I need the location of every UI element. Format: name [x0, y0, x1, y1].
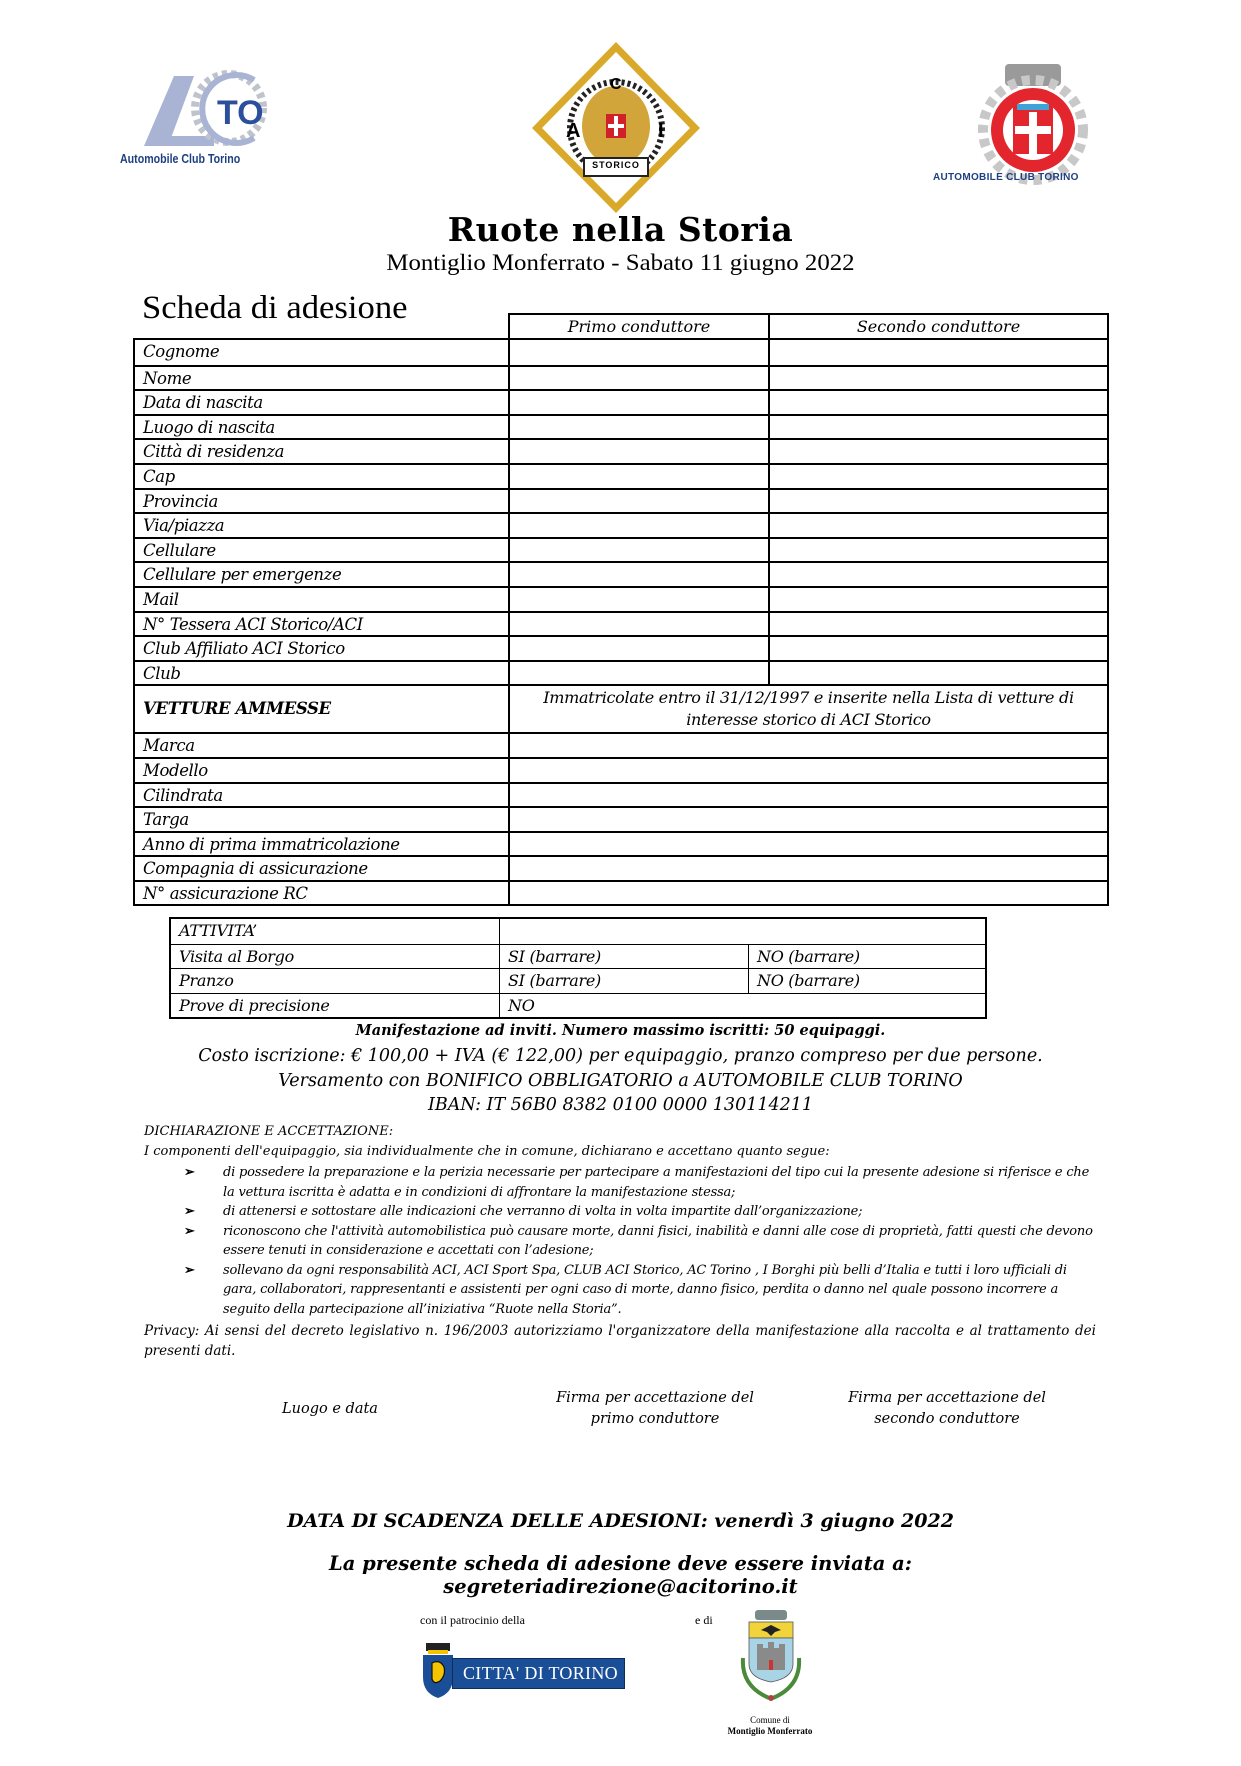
row-label: Data di nascita — [135, 391, 510, 414]
row-label: Cellulare — [135, 539, 510, 562]
row-label: Club — [135, 662, 510, 685]
declaration-item-text: di attenersi e sottostare alle indicazioni che verranno di volta in volta impartite dall’organizzazione; — [223, 1204, 863, 1219]
activity-label: Pranzo — [171, 969, 500, 993]
row-label: N° Tessera ACI Storico/ACI — [135, 613, 510, 636]
secondo-conduttore-field[interactable] — [770, 613, 1107, 636]
table-row — [135, 438, 1107, 463]
arrow-bullet-icon: ➢ — [184, 1204, 195, 1219]
column-primo-conduttore: Primo conduttore — [510, 315, 770, 338]
signature-label-line1: Firma per accettazione del — [848, 1390, 1046, 1406]
signature-label-line1: Firma per accettazione del — [556, 1390, 754, 1406]
primo-conduttore-field[interactable] — [510, 613, 770, 636]
primo-conduttore-field[interactable] — [510, 662, 770, 685]
primo-conduttore-field[interactable] — [510, 490, 770, 513]
table-row — [135, 611, 1107, 636]
row-label: Città di residenza — [135, 440, 510, 463]
aci-letter-a: A — [566, 120, 581, 142]
vehicles-eligibility-note: Immatricolate entro il 31/12/1997 e inserite nella Lista di vetture di interesse storico di ACI Storico — [543, 688, 1074, 730]
activity-table — [169, 917, 987, 1019]
primo-conduttore-field[interactable] — [510, 416, 770, 439]
table-row — [135, 732, 1107, 757]
secondo-conduttore-field[interactable] — [770, 465, 1107, 488]
citta-di-torino-logo — [420, 1641, 625, 1699]
patronage-label: con il patrocinio della — [420, 1613, 525, 1627]
primo-conduttore-field[interactable] — [510, 563, 770, 586]
arrow-bullet-icon: ➢ — [184, 1223, 195, 1239]
cost-line: Costo iscrizione: € 100,00 + IVA (€ 122,00) per equipaggio, pranzo compreso per due persone. — [198, 1046, 1043, 1066]
table-row — [135, 488, 1107, 513]
vehicle-field[interactable] — [510, 882, 1107, 905]
table-row — [135, 340, 1107, 365]
vehicle-field[interactable] — [510, 759, 1107, 782]
activity-header-blank — [500, 919, 985, 944]
contact-email-link[interactable]: segreteriadirezione@acitorino.it — [443, 1575, 798, 1598]
secondo-conduttore-field[interactable] — [770, 490, 1107, 513]
row-label: Cilindrata — [135, 784, 510, 807]
patronage-label-2: e di — [695, 1613, 713, 1627]
table-row — [135, 880, 1107, 905]
signature-place-date[interactable]: Luogo e data — [282, 1401, 378, 1417]
row-label: Cellulare per emergenze — [135, 563, 510, 586]
row-label: Anno di prima immatricolazione — [135, 833, 510, 856]
primo-conduttore-field[interactable] — [510, 465, 770, 488]
declaration-item-text: di possedere la preparazione e la perizia necessarie per partecipare a manifestazioni del tipo cui la presente adesione si riferisce e che la vettura iscritta è adatta e in condizioni di affrontare la manifestazione stessa; — [223, 1165, 1090, 1200]
aci-banner: STORICO — [592, 160, 640, 170]
vehicle-field[interactable] — [510, 784, 1107, 807]
primo-conduttore-field[interactable] — [510, 340, 770, 365]
table-row — [135, 365, 1107, 390]
column-secondo-conduttore: Secondo conduttore — [856, 317, 1021, 336]
activity-label: Visita al Borgo — [171, 945, 500, 969]
primo-conduttore-field[interactable] — [510, 391, 770, 414]
list-item — [180, 1261, 1100, 1320]
event-subtitle: Montiglio Monferrato - Sabato 11 giugno 2022 — [386, 250, 855, 275]
declaration-title: DICHIARAZIONE E ACCETTAZIONE: — [144, 1124, 394, 1139]
declaration-item-text: sollevano da ogni responsabilità ACI, ACI Sport Spa, CLUB ACI Storico, AC Torino , I Borghi più belli d’Italia e tutti i loro ufficiali di gara, collaboratori, rappresentanti e assistenti per ogni caso di morte, danno fisico, perdita o danno nel quale possono incorrere a seguito della partecipazione all’iniziativa “Ruote nella Storia”. — [223, 1262, 1067, 1317]
table-row — [135, 855, 1107, 880]
table-row — [135, 414, 1107, 439]
vehicle-field[interactable] — [510, 857, 1107, 880]
secondo-conduttore-field[interactable] — [770, 367, 1107, 390]
invitation-note: Manifestazione ad inviti. Numero massimo iscritti: 50 equipaggi. — [355, 1022, 886, 1039]
table-row — [135, 660, 1107, 685]
secondo-conduttore-field[interactable] — [770, 514, 1107, 537]
secondo-conduttore-field[interactable] — [770, 440, 1107, 463]
citta-logo-text: CITTA' DI TORINO — [452, 1658, 625, 1689]
table-row — [135, 512, 1107, 537]
row-label: Cognome — [135, 340, 510, 365]
secondo-conduttore-field[interactable] — [770, 563, 1107, 586]
table-row — [171, 944, 985, 969]
aci-letter-c: C — [610, 76, 622, 93]
row-label: Targa — [135, 808, 510, 831]
row-label: Mail — [135, 588, 510, 611]
acto-caption: Automobile Club Torino — [120, 152, 241, 166]
vehicles-section-label: VETTURE AMMESSE — [135, 686, 510, 732]
declaration-item-text: riconoscono che l'attività automobilistica può causare morte, danni fisici, inabilità e danni alle cose di proprietà, fatti questi che devono essere tenuti in considerazione e accettati con l’adesione; — [223, 1223, 1093, 1258]
secondo-conduttore-field[interactable] — [770, 391, 1107, 414]
form-title: Scheda di adesione — [142, 290, 408, 326]
signature-label-line2: secondo conduttore — [874, 1411, 1020, 1427]
row-label: Compagnia di assicurazione — [135, 857, 510, 880]
table-row — [171, 968, 985, 993]
row-label: N° assicurazione RC — [135, 882, 510, 905]
driver-table-header — [508, 313, 1109, 338]
primo-conduttore-field[interactable] — [510, 514, 770, 537]
comune-caption-line1: Comune di — [750, 1715, 790, 1725]
signature-label-line2: primo conduttore — [590, 1411, 720, 1427]
aci-letter-i: I — [658, 120, 664, 142]
row-label: Provincia — [135, 490, 510, 513]
list-item — [180, 1222, 1100, 1261]
table-row — [135, 586, 1107, 611]
signature-primo-conduttore[interactable] — [520, 1388, 790, 1430]
secondo-conduttore-field[interactable] — [770, 539, 1107, 562]
vehicle-field[interactable] — [510, 734, 1107, 757]
declaration-intro: I componenti dell'equipaggio, sia individualmente che in comune, dichiarano e accettano quanto segue: — [144, 1144, 830, 1159]
activity-header: ATTIVITA’ — [171, 919, 500, 944]
table-row — [135, 635, 1107, 660]
vehicles-section-row — [135, 684, 1107, 732]
secondo-conduttore-field[interactable] — [770, 662, 1107, 685]
aci-storico-diamond-logo — [528, 40, 704, 215]
primo-conduttore-field[interactable] — [510, 637, 770, 660]
activity-yes-option[interactable]: SI (barrare) — [500, 969, 749, 993]
row-label: Nome — [135, 367, 510, 390]
activity-label: Prove di precisione — [171, 994, 500, 1018]
comune-caption — [700, 1715, 840, 1737]
primo-conduttore-field[interactable] — [510, 440, 770, 463]
activity-no-option[interactable]: NO (barrare) — [757, 971, 860, 991]
table-row — [135, 757, 1107, 782]
secondo-conduttore-field[interactable] — [770, 637, 1107, 660]
row-label: Marca — [135, 734, 510, 757]
secondo-conduttore-field[interactable] — [770, 416, 1107, 439]
deadline-date: venerdì 3 giugno 2022 — [707, 1510, 954, 1532]
deadline-label: DATA DI SCADENZA DELLE ADESIONI: — [287, 1510, 708, 1532]
row-label: Via/piazza — [135, 514, 510, 537]
vehicle-field[interactable] — [510, 808, 1107, 831]
primo-conduttore-field[interactable] — [510, 539, 770, 562]
declaration-list — [180, 1163, 1100, 1319]
activity-value: NO — [508, 995, 535, 1015]
iban-line: IBAN: IT 56B0 8382 0100 0000 130114211 — [427, 1095, 814, 1115]
secondo-conduttore-field[interactable] — [770, 588, 1107, 611]
svg-text:TO: TO — [217, 94, 264, 132]
payment-line: Versamento con BONIFICO OBBLIGATORIO a AUTOMOBILE CLUB TORINO — [278, 1071, 963, 1091]
table-row — [135, 806, 1107, 831]
table-row — [135, 389, 1107, 414]
activity-yes-option[interactable]: SI (barrare) — [500, 945, 749, 969]
table-row — [135, 831, 1107, 856]
arrow-bullet-icon: ➢ — [184, 1165, 195, 1180]
table-row — [135, 782, 1107, 807]
signature-secondo-conduttore[interactable] — [812, 1388, 1082, 1430]
activity-header-row — [171, 919, 985, 944]
acto-gear-logo — [120, 66, 294, 186]
secondo-conduttore-field[interactable] — [770, 340, 1107, 365]
table-row — [135, 561, 1107, 586]
primo-conduttore-field[interactable] — [510, 588, 770, 611]
driver-table — [133, 338, 1109, 906]
table-row — [135, 537, 1107, 562]
row-label: Modello — [135, 759, 510, 782]
vehicle-field[interactable] — [510, 833, 1107, 856]
activity-no-option[interactable]: NO (barrare) — [757, 946, 860, 966]
comune-caption-line2: Montiglio Monferrato — [727, 1726, 813, 1736]
table-row — [135, 463, 1107, 488]
act-caption: AUTOMOBILE CLUB TORINO — [933, 172, 1079, 183]
table-row — [171, 993, 985, 1018]
arrow-bullet-icon: ➢ — [184, 1262, 195, 1278]
privacy-note: Privacy: Ai sensi del decreto legislativo n. 196/2003 autorizziamo l'organizzatore della manifestazione alla raccolta e al trattamento dei presenti dati. — [144, 1323, 1096, 1359]
send-to-line: La presente scheda di adesione deve essere inviata a: — [328, 1552, 912, 1575]
page-title: Ruote nella Storia — [447, 210, 794, 249]
deadline-line — [0, 1510, 1241, 1532]
row-label: Cap — [135, 465, 510, 488]
automobile-club-torino-crest — [935, 60, 1125, 210]
list-item — [180, 1202, 1100, 1222]
row-label: Luogo di nascita — [135, 416, 510, 439]
list-item — [180, 1163, 1100, 1202]
row-label: Club Affiliato ACI Storico — [135, 637, 510, 660]
comune-montiglio-crest — [735, 1608, 807, 1708]
primo-conduttore-field[interactable] — [510, 367, 770, 390]
